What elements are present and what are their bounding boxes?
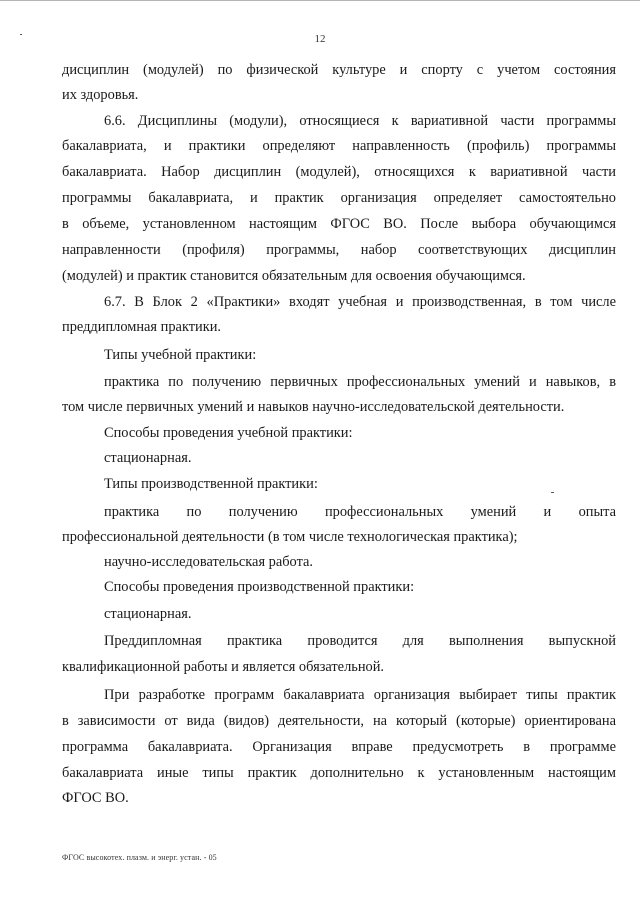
- text-line-28: бакалавриата иные типы практик дополнительно к установленным настоящим: [62, 765, 616, 781]
- text-line-2: их здоровья.: [62, 87, 139, 103]
- text-line-3: 6.6. Дисциплины (модули), относящиеся к вариативной части программы: [104, 113, 616, 129]
- text-line-18: практика по получению профессиональных умений и опыта: [104, 504, 616, 520]
- text-line-8: направленности (профиля) программы, набор соответствующих дисциплин: [62, 242, 616, 258]
- text-line-14: том числе первичных умений и навыков научно-исследовательской деятельности.: [62, 399, 565, 415]
- text-line-11: преддипломная практики.: [62, 319, 222, 335]
- text-line-23: Преддипломная практика проводится для выполнения выпускной: [104, 633, 616, 649]
- text-line-15: Способы проведения учебной практики:: [104, 425, 353, 441]
- text-line-10: 6.7. В Блок 2 «Практики» входят учебная и производственная, в том числе: [104, 294, 616, 310]
- text-line-17: Типы производственной практики:: [104, 476, 318, 492]
- scan-speck: [20, 34, 22, 35]
- top-border-line: [0, 0, 640, 1]
- text-line-9: (модулей) и практик становится обязательным для освоения обучающимся.: [62, 268, 526, 284]
- text-line-27: программа бакалавриата. Организация вправе предусмотреть в программе: [62, 739, 616, 755]
- document-footer: ФГОС высокотех. плазм. и энерг. устан. - 05: [62, 853, 217, 862]
- text-line-20: научно-исследовательская работа.: [104, 554, 314, 570]
- text-line-24: квалификационной работы и является обязательной.: [62, 659, 385, 675]
- scan-speck: [551, 492, 554, 493]
- text-line-7: в объеме, установленном настоящим ФГОС ВО. После выбора обучающимся: [62, 216, 616, 232]
- page-number: 12: [314, 33, 326, 45]
- text-line-29: ФГОС ВО.: [62, 790, 129, 806]
- text-line-25: При разработке программ бакалавриата организация выбирает типы практик: [104, 687, 616, 703]
- text-line-19: профессиональной деятельности (в том числе технологическая практика);: [62, 529, 518, 545]
- text-line-6: программы бакалавриата, и практик организация определяет самостоятельно: [62, 190, 616, 206]
- text-line-26: в зависимости от вида (видов) деятельности, на который (которые) ориентирована: [62, 713, 616, 729]
- text-line-5: бакалавриата. Набор дисциплин (модулей), относящихся к вариативной части: [62, 164, 616, 180]
- text-line-21: Способы проведения производственной практики:: [104, 579, 415, 595]
- text-line-16: стационарная.: [104, 450, 192, 466]
- text-line-4: бакалавриата, и практики определяют направленность (профиль) программы: [62, 138, 616, 154]
- text-line-13: практика по получению первичных профессиональных умений и навыков, в: [104, 374, 616, 390]
- text-line-1: дисциплин (модулей) по физической культуре и спорту с учетом состояния: [62, 62, 616, 78]
- text-line-22: стационарная.: [104, 606, 192, 622]
- text-line-12: Типы учебной практики:: [104, 347, 257, 363]
